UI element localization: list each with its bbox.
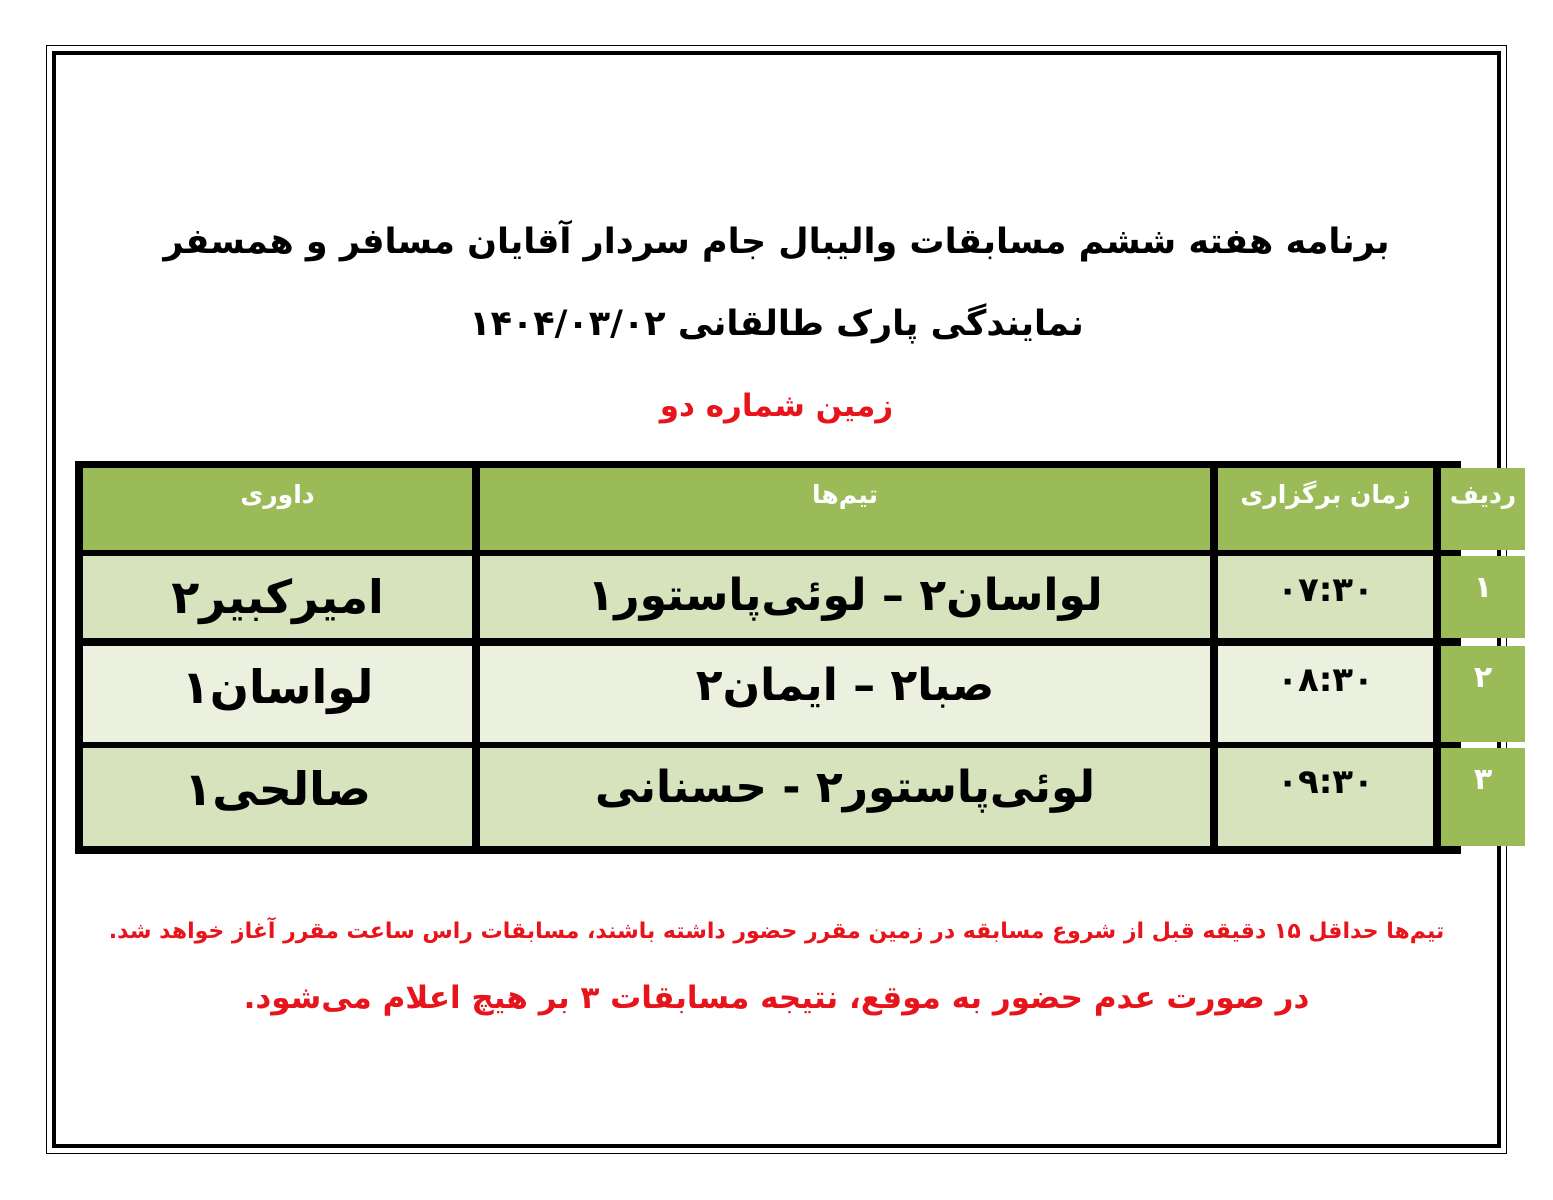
row-3-referee: صالحی۱	[83, 748, 472, 846]
forfeit-note: در صورت عدم حضور به موقع، نتیجه مسابقات ۳ بر هیچ اعلام می‌شود.	[243, 980, 1310, 1016]
row-1-time: ۰۷:۳۰	[1218, 556, 1433, 638]
row-3-teams: لوئی‌پاستور۲ - حسنانی	[480, 748, 1210, 846]
row-2-teams: صبا۲ – ایمان۲	[480, 646, 1210, 742]
row-1-number: ۱	[1441, 556, 1525, 638]
row-3-number: ۳	[1441, 748, 1525, 846]
schedule-table	[75, 461, 1517, 854]
header-time: زمان برگزاری	[1218, 468, 1433, 550]
header-referee: داوری	[83, 468, 472, 550]
court-subtitle: زمین شماره دو	[659, 388, 894, 424]
document-title-line2: نمایندگی پارک طالقانی ۱۴۰۴/۰۳/۰۲	[469, 304, 1084, 344]
document-title: برنامه هفته ششم مسابقات والیبال جام سردار آقایان مسافر و همسفر	[163, 222, 1390, 262]
row-2-time: ۰۸:۳۰	[1218, 646, 1433, 742]
header-row-number: ردیف	[1441, 468, 1525, 550]
row-2-referee: لواسان۱	[83, 646, 472, 742]
row-1-referee: امیرکبیر۲	[83, 556, 472, 638]
row-1-teams: لواسان۲ – لوئی‌پاستور۱	[480, 556, 1210, 638]
row-2-number: ۲	[1441, 646, 1525, 742]
header-teams: تیم‌ها	[480, 468, 1210, 550]
attendance-note: تیم‌ها حداقل ۱۵ دقیقه قبل از شروع مسابقه در زمین مقرر حضور داشته باشند، مسابقات راس ساعت مقرر آغاز خواهد شد.	[108, 919, 1445, 944]
row-3-time: ۰۹:۳۰	[1218, 748, 1433, 846]
